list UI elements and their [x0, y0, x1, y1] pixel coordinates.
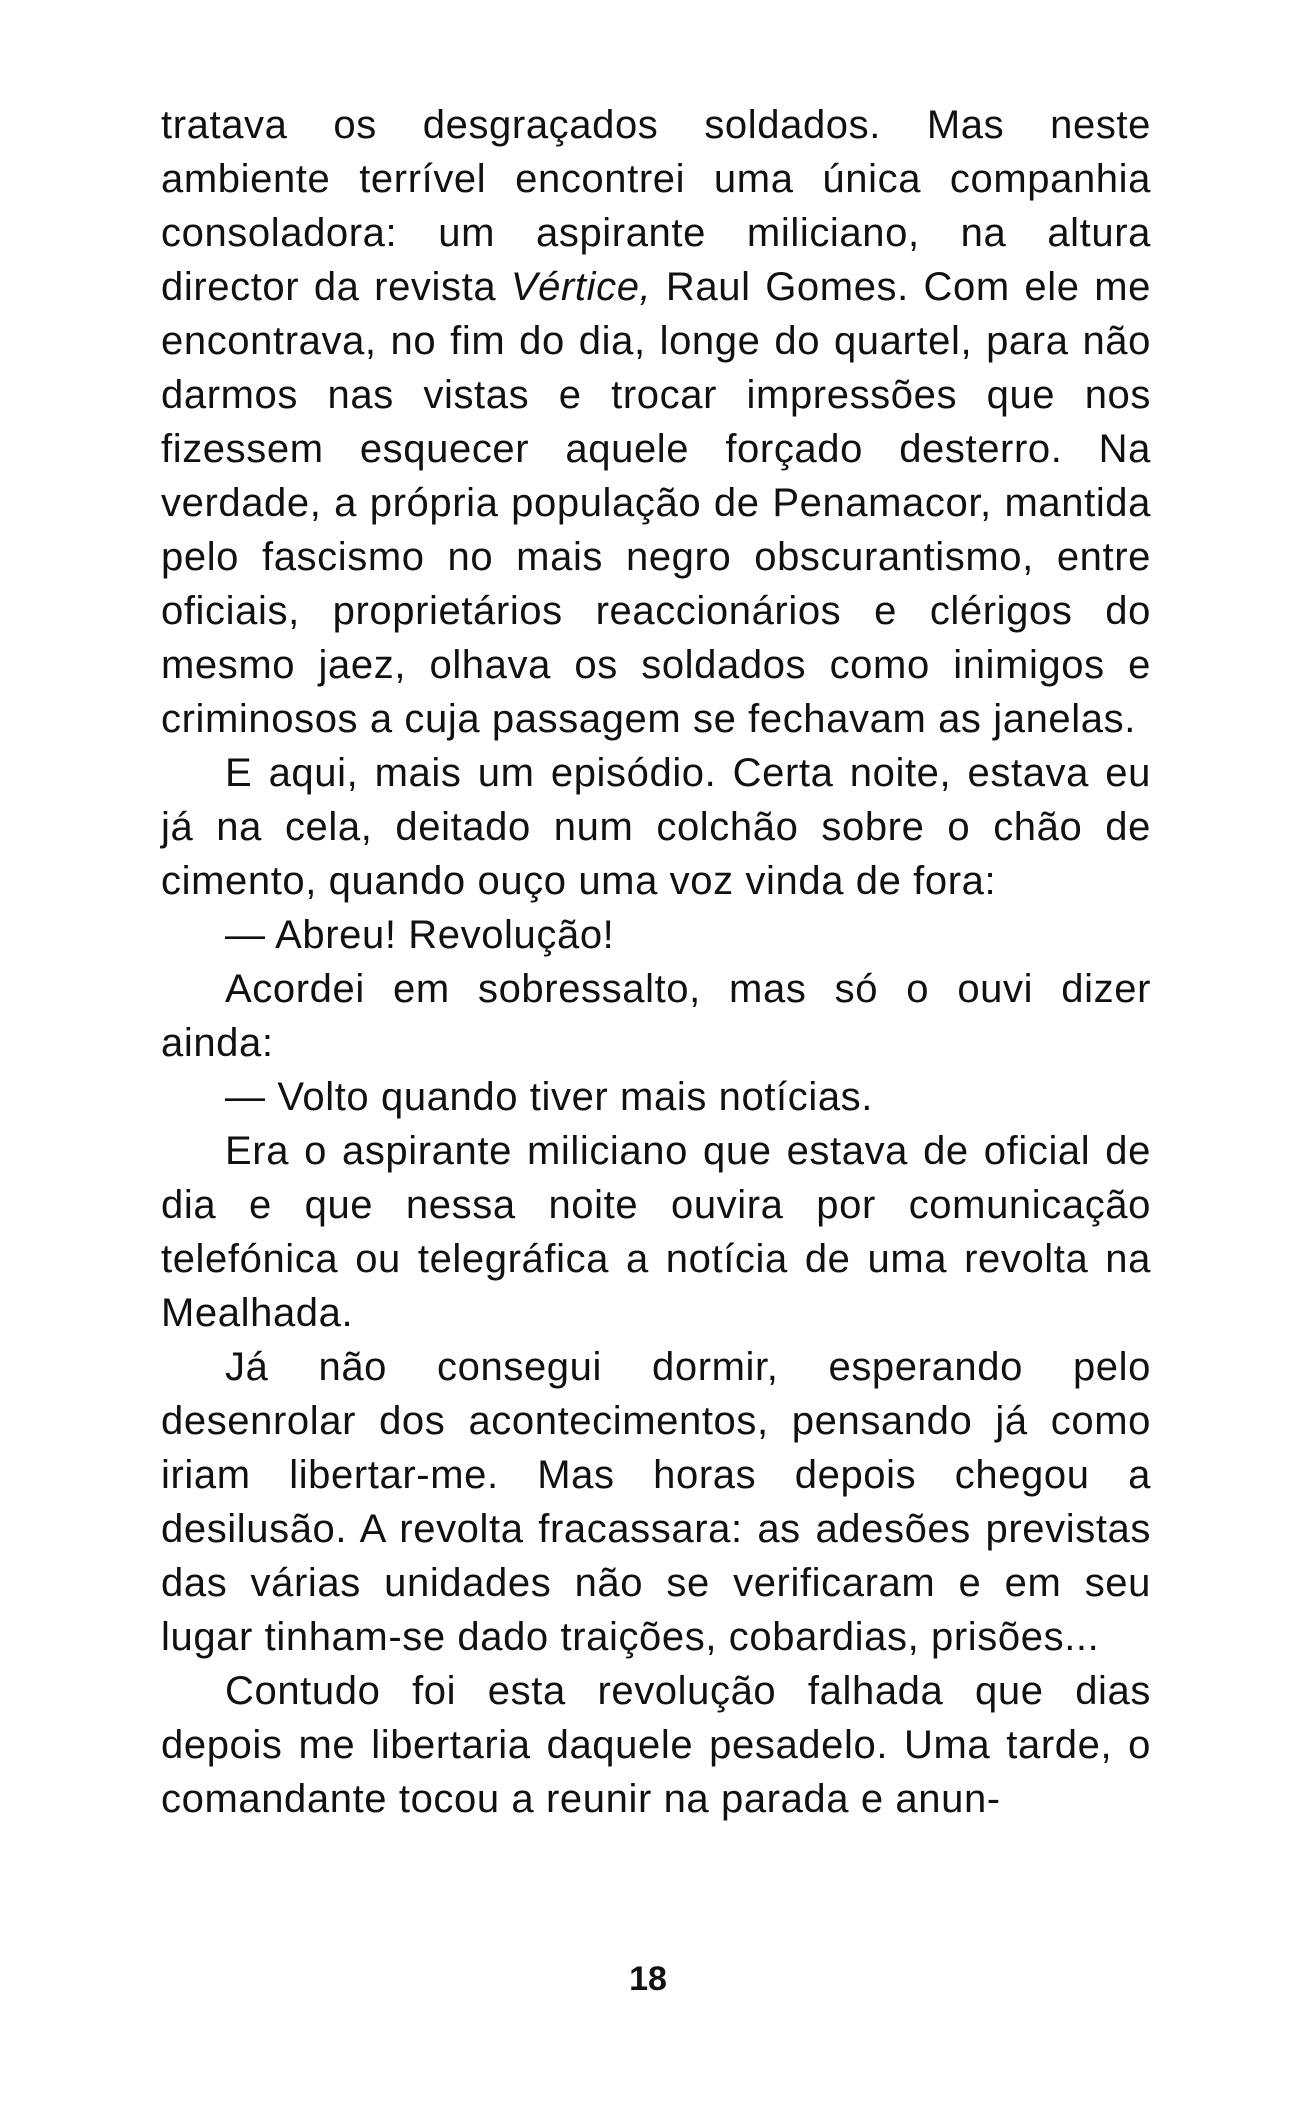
paragraph-1: [161, 98, 1151, 746]
paragraph-1-text: tratava os desgraçados soldados. Mas neste ambiente terrível encontrei uma única companhia consoladora: um aspirante miliciano, na altura director da revista: [161, 103, 1151, 309]
page-number: 18: [629, 1960, 667, 1998]
paragraph-1-text-cont: Raul Gomes. Com ele me encontrava, no fim do dia, longe do quartel, para não darmos nas vistas e trocar impressões que nos fizessem esquecer aquele forçado desterro. Na verdade, a própria população de Penamacor, mantida pelo fascismo no mais negro obscurantismo, entre oficiais, proprietários reaccionários e clérigos do mesmo jaez, olhava os soldados como inimigos e criminosos a cuja passagem se fechavam as janelas.: [161, 265, 1151, 741]
paragraph-3: Acordei em sobressalto, mas só o ouvi dizer ainda:: [161, 967, 1151, 1065]
paragraph-4: Era o aspirante miliciano que estava de oficial de dia e que nessa noite ouvira por comunicação telefónica ou telegráfica a notícia de uma revolta na Mealhada.: [161, 1129, 1151, 1335]
dialogue-line-2: — Volto quando tiver mais notícias.: [225, 1075, 873, 1119]
body-text: [161, 98, 1151, 1826]
journal-title: Vértice,: [510, 265, 652, 309]
paragraph-2: E aqui, mais um episódio. Certa noite, estava eu já na cela, deitado num colchão sobre o chão de cimento, quando ouço uma voz vinda de fora:: [161, 751, 1151, 903]
dialogue-line-1: — Abreu! Revolução!: [225, 913, 615, 957]
paragraph-5: Já não consegui dormir, esperando pelo desenrolar dos acontecimentos, pensando já como iriam libertar-me. Mas horas depois chegou a desilusão. A revolta fracassara: as adesões previstas das várias unidades não se verificaram e em seu lugar tinham-se dado traições, cobardias, prisões...: [161, 1345, 1151, 1659]
paragraph-6: Contudo foi esta revolução falhada que dias depois me libertaria daquele pesadelo. Uma tarde, o comandante tocou a reunir na parada e anun-: [161, 1669, 1151, 1821]
